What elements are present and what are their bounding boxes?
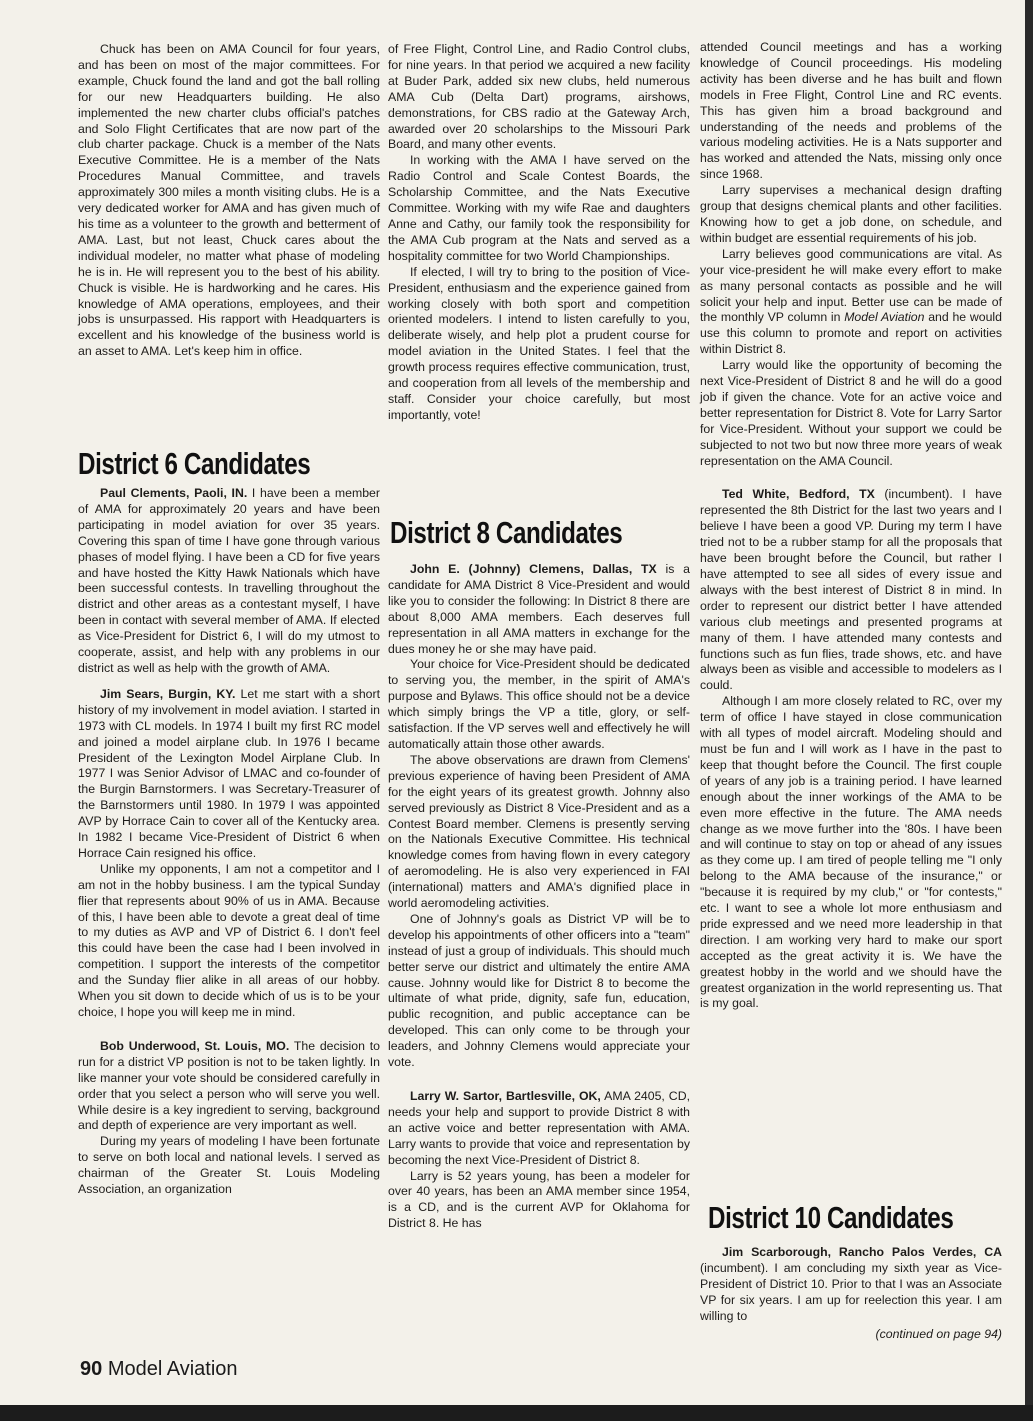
candidate-name: Larry W. Sartor, Bartlesville, OK, (410, 1089, 601, 1103)
sears-paragraph: Jim Sears, Burgin, KY. Let me start with a short history of my involvement in model aviation. I started in 1973 with CL models. In 1974 I built my first RC model and joined a model airplane club. In 1976 I became President of the Lexington Model Airplane Club. In 1977 I was Senior Advisor of LMAC and co-founder of the Burgin Barnstormers. I was Secretary-Treasurer of the Barnstormers until 1980. In 1979 I was appointed AVP by Horrace Cain to cover all of the Kentucky area. In 1982 I became Vice-President of District 6 when Horrace Cain resigned his office. (78, 686, 381, 860)
clemens-paragraph: John E. (Johnny) Clemens, Dallas, TX is a candidate for AMA District 8 Vice-President and would like you to consider the following: In District 8 there are about 8,000 AMA members. Each deserves full representation in all AMA matters in exchange for the dues money he or she may have paid. (388, 562, 690, 656)
district-10-candidates (700, 1245, 1002, 1342)
candidate-name: Paul Clements, Paoli, IN. (100, 486, 248, 500)
paragraph: Although I am more closely related to RC, over my term of office I have stayed in close communication with all types of model aircraft. Modeling should and must be fun and I will work as I have in the past to keep that thought before the Council. The first couple of years of any job is a training period. I have learned enough about the inner workings of the AMA to be even more effective in the future. The AMA needs change as we move further into the '80s. I have been and will continue to stay on top or ahead of any issues as they come up. I am tired of people telling me "I only belong to the AMA because of the insurance," or "because it is required by my club," or "for contests," etc. I want to see a whole lot more enthusiasm and pride expressed and we need more leadership in that direction. I am working very hard to make our sport accepted as the great activity it is. We have the greatest hobby in the world and we should have the greatest organization in the world representing us. That is my goal. (700, 694, 1002, 1011)
paragraph: During my years of modeling I have been fortunate to serve on both local and national levels. I served as chairman of the Greater St. Louis Modeling Association, an organization (78, 1134, 380, 1197)
sartor-continued (700, 40, 1002, 1012)
candidate-name: Jim Scarborough, Rancho Palos Verdes, CA (722, 1245, 1002, 1259)
candidate-name: Ted White, Bedford, TX (722, 487, 875, 502)
paragraph: Larry believes good communications are vital. As your vice-president he will make every effort to make as many personal contacts as possible and he will solicit your help and input. Better use can be made of the monthly VP column in Model Aviation and he would use this column to promote and report on activities within District 8. (700, 246, 1002, 357)
paragraph: Larry would like the opportunity of becoming the next Vice-President of District 8 and he will do a good job if given the chance. Vote for an active voice and better representation for District 8. Vote for Larry Sartor for Vice-President. Without your support we could be subjected to not two but now three more years of weak representation on the AMA Council. (700, 358, 1002, 468)
paragraph: Larry supervises a mechanical design drafting group that designs chemical plants and other facilities. Knowing how to get a job done, on schedule, and within budget are essential requirements of his job. (700, 183, 1002, 245)
underwood-paragraph: Bob Underwood, St. Louis, MO. The decision to run for a district VP position is not to be taken lightly. In like manner your vote should be considered carefully in order that you select a person who will serve you well. While desire is a key ingredient to serving, background and depth of experience are very important as well. (78, 1038, 381, 1133)
paragraph: If elected, I will try to bring to the position of Vice-President, enthusiasm and the experience gained from working closely with both sport and competition oriented modelers. I intend to listen carefully to you, deliberate wisely, and help plot a prudent course for model aviation in the United States. I feel that the growth process requires effective communication, trust, and cooperation from all levels of the membership and staff. Consider your choice carefully, but most importantly, vote! (388, 264, 690, 422)
continued-link: (continued on page 94) (875, 1326, 1002, 1341)
paragraph: Larry is 52 years young, has been a modeler for over 40 years, has been an AMA member since 1954, is a CD, and is the current AVP for Oklahoma for District 8. He has (388, 1168, 690, 1231)
white-paragraph: Ted White, Bedford, TX (incumbent). I have represented the 8th District for the last two years and I believe I have been a good VP. During my term I have tried not to be a rubber stamp for all the proposals that have been brought before the Council, but rather I have attempted to see all sides of every issue and always with the best interest of District 8 in mind. In order to represent our district better I have attended various club meetings and presented programs at many of them. I have attended many contests and functions such as fun flies, trade shows, etc. and have always been as visible and accessible to modelers as I could. (700, 487, 1002, 693)
clements-paragraph: Paul Clements, Paoli, IN. I have been a member of AMA for approximately 20 years and have been participating in model aviation for over 35 years. Covering this span of time I have gone through various phases of model flying. I have been a CD for five years and have hosted the Kitty Hawk Nationals which have been successful contests. In travelling throughout the district and other areas as a contestant myself, I have been in contact with several member of AMA. If elected as Vice-President for District 6, I will do my utmost to cooperate, assist, and help with any problems in our district as well as help with the growth of AMA. (78, 486, 380, 675)
district-8-heading: District 8 Candidates (390, 515, 623, 550)
paragraph: attended Council meetings and has a working knowledge of Council proceedings. His modeling activity has been diverse and he has built and flown models in Free Flight, Control Line and RC events. This has given him a broad background and understanding of the needs and problems of the various modeling activities. He is a Nats supporter and has worked and attended the Nats, missing only once since 1968. (700, 40, 1002, 182)
paragraph: The above observations are drawn from Clemens' previous experience of having been President of AMA for the eight years of its greatest growth. Johnny also served previously as District 8 Vice-President and as a Contest Board member. Clemens is presently serving on the Nationals Executive Committee. His technical knowledge comes from having flown in every category of aeromodeling. He is also very experienced in FAI (international) matters and AMA's dignified place in world aeromodeling activities. (388, 752, 690, 911)
scarborough-paragraph: Jim Scarborough, Rancho Palos Verdes, CA (incumbent). I am concluding my sixth year as Vice-President of District 10. Prior to that I was an Associate VP for six years. I am up for reelection this year. I am willing to (700, 1245, 1002, 1323)
sartor-paragraph: Larry W. Sartor, Bartlesville, OK, AMA 2405, CD, needs your help and support to provide District 8 with an active voice and better representation with AMA. Larry wants to provide that voice and representation by becoming the next Vice-President of District 8. (388, 1089, 690, 1167)
paragraph: Chuck has been on AMA Council for four years, and has been on most of the major committees. For example, Chuck found the land and got the ball rolling for our new Headquarters building. He also implemented the new charter clubs official's patches and Solo Flight Certificates that are now part of the club charter package. Chuck is a member of the Nats Executive Committee. He is a member of the Nats Procedures Manual Committee, and travels approximately 300 miles a month visiting clubs. He is a very dedicated worker for AMA and has given much of his time as a volunteer to the growth and betterment of AMA. Last, but not least, Chuck cares about the individual modeler, no matter what phase of modeling he is in. He will represent you to the best of his ability. Chuck is visible. He is hardworking and he cares. His knowledge of AMA operations, employees, and their jobs is unsurpassed. His rapport with Headquarters is excellent and his knowledge of the business world is an asset to AMA. Let's keep him in office. (78, 42, 380, 359)
magazine-name: Model Aviation (107, 1358, 238, 1380)
page-footer (80, 1358, 238, 1381)
paragraph: One of Johnny's goals as District VP will be to develop his appointments of other officers into a "team" instead of just a group of individuals. This should much better serve our district and ultimately the entire AMA cause. Johnny would like for District 8 to become the ultimate of what pride, dignity, safe fun, education, public recognition, and public acceptance can be developed. This can only come to be through your leaders, and Johnny Clemens would appreciate your vote. (388, 911, 690, 1070)
candidate-name: Jim Sears, Burgin, KY. (100, 686, 236, 701)
page-number: 90 (80, 1358, 103, 1380)
underwood-continued (388, 42, 690, 424)
paragraph: In working with the AMA I have served on the Radio Control and Scale Contest Boards, the Scholarship Committee, and the Nats Executive Committee. Working with my wife Rae and daughters Anne and Cathy, our family took the responsibility for the AMA Cub program at the Nats and served as a hospitality committee for two World Championships. (388, 153, 690, 263)
paragraph: Unlike my opponents, I am not a competitor and I am not in the hobby business. I am the typical Sunday flier that represents about 90% of us in AMA. Because of this, I have been able to devote a great deal of time to my duties as AVP and VP of District 6. I don't feel this could have been the case had I been involved in competition. I support the interests of the competitor and the Sunday flier alike in all areas of our hobby. When you sit down to decide which of us is to be your choice, I hope you will keep me in mind. (78, 861, 380, 1019)
chuck-profile-end (78, 42, 380, 360)
district-8-candidates (388, 562, 690, 1232)
candidate-name: Bob Underwood, St. Louis, MO. (100, 1038, 290, 1053)
district-10-heading: District 10 Candidates (708, 1200, 954, 1235)
paragraph: Your choice for Vice-President should be dedicated to serving you, the member, in the spirit of AMA's purpose and Bylaws. This office should not be a device which simply brings the VP a title, glory, or self-satisfaction. If the VP serves well and effectively he will automatically attain those other awards. (388, 657, 690, 751)
district-6-heading: District 6 Candidates (78, 446, 311, 481)
magazine-title-italic: Model Aviation (844, 310, 925, 325)
candidate-name: John E. (Johnny) Clemens, Dallas, TX (410, 562, 657, 576)
district-6-candidates (78, 486, 380, 1198)
paragraph: of Free Flight, Control Line, and Radio Control clubs, for nine years. In that period we acquired a new facility at Buder Park, added six new clubs, held numerous AMA Cub (Delta Dart) programs, airshows, demonstrations, for CBS radio at the Gateway Arch, awarded over 20 scholarships to the Missouri Park Board, and many other events. (388, 42, 690, 152)
scan-edge-right (1025, 0, 1033, 1421)
scan-edge-bottom (0, 1405, 1033, 1421)
